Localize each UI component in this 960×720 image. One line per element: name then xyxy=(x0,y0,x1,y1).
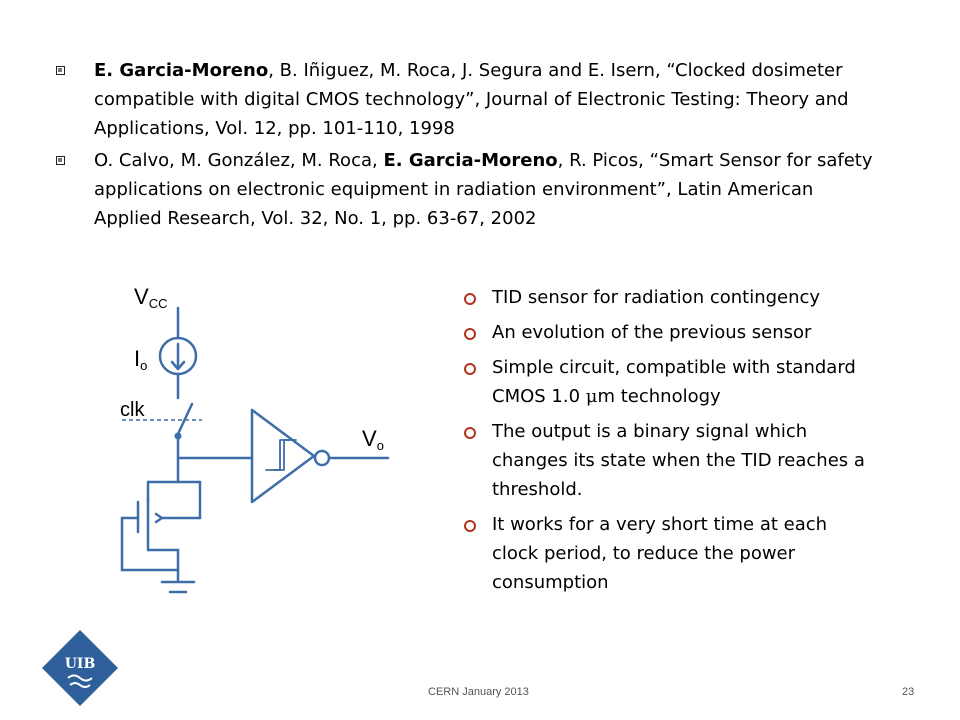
logo-text: UIB xyxy=(64,656,96,672)
hysteresis-icon xyxy=(266,440,290,470)
circle-bullet-icon xyxy=(464,427,476,439)
list-item xyxy=(464,283,874,312)
vo-label: Vo xyxy=(362,426,384,453)
circle-bullet-icon xyxy=(464,293,476,305)
micro-symbol: μ xyxy=(585,386,598,407)
clk-label: clk xyxy=(120,399,145,421)
square-bullet-icon xyxy=(56,66,65,75)
bullet-text: The output is a binary signal which changes its state when the TID reaches a threshold. xyxy=(492,421,865,500)
reference-bold-author: E. Garcia-Moreno xyxy=(94,60,269,81)
feature-list xyxy=(464,283,874,603)
bullet-text: It works for a very short time at each clock period, to reduce the power consumption xyxy=(492,514,828,593)
reference-text: , R. Picos, “Smart Sensor for safety applications on electronic equipment in radiation environment”, Latin American Applied Research, Vol. 32, No. 1, pp. 63-67, 2002 xyxy=(94,150,873,229)
reference-text: , B. Iñiguez, M. Roca, J. Segura and E. Isern, “Clocked dosimeter compatible with digital CMOS technology”, Journal of Electronic Testing: Theory and Applications, Vol. 12, pp. 101-110, 1998 xyxy=(94,60,849,139)
switch-blade xyxy=(178,404,192,434)
list-item xyxy=(464,318,874,347)
list-item xyxy=(464,353,874,411)
bullet-text: An evolution of the previous sensor xyxy=(492,322,812,343)
bullet-text: m technology xyxy=(597,386,721,407)
circle-bullet-icon xyxy=(464,328,476,340)
list-item xyxy=(464,510,874,597)
page-number: 23 xyxy=(902,686,915,698)
vcc-label: VCC xyxy=(134,284,168,311)
square-bullet-icon xyxy=(56,156,65,165)
circle-bullet-icon xyxy=(464,363,476,375)
inverter-bubble xyxy=(315,451,329,465)
switch-pivot xyxy=(175,433,182,440)
list-item xyxy=(464,417,874,504)
io-label: Io xyxy=(134,346,148,373)
bullet-text: TID sensor for radiation contingency xyxy=(492,287,821,308)
uib-logo xyxy=(40,628,120,708)
reference-bold-author: E. Garcia-Moreno xyxy=(383,150,558,171)
comparator-triangle xyxy=(252,410,314,502)
footer-text: CERN January 2013 xyxy=(428,686,529,698)
reference-item xyxy=(56,146,886,233)
reference-text: O. Calvo, M. González, M. Roca, xyxy=(94,150,384,171)
transistor-arrow-icon xyxy=(156,514,162,522)
reference-item xyxy=(56,56,886,143)
circuit-diagram xyxy=(100,270,420,620)
circle-bullet-icon xyxy=(464,520,476,532)
reference-list xyxy=(56,56,886,236)
bullet-text: Simple circuit, compatible with standard CMOS 1.0 xyxy=(492,357,856,407)
hysteresis-icon-2 xyxy=(274,440,296,470)
